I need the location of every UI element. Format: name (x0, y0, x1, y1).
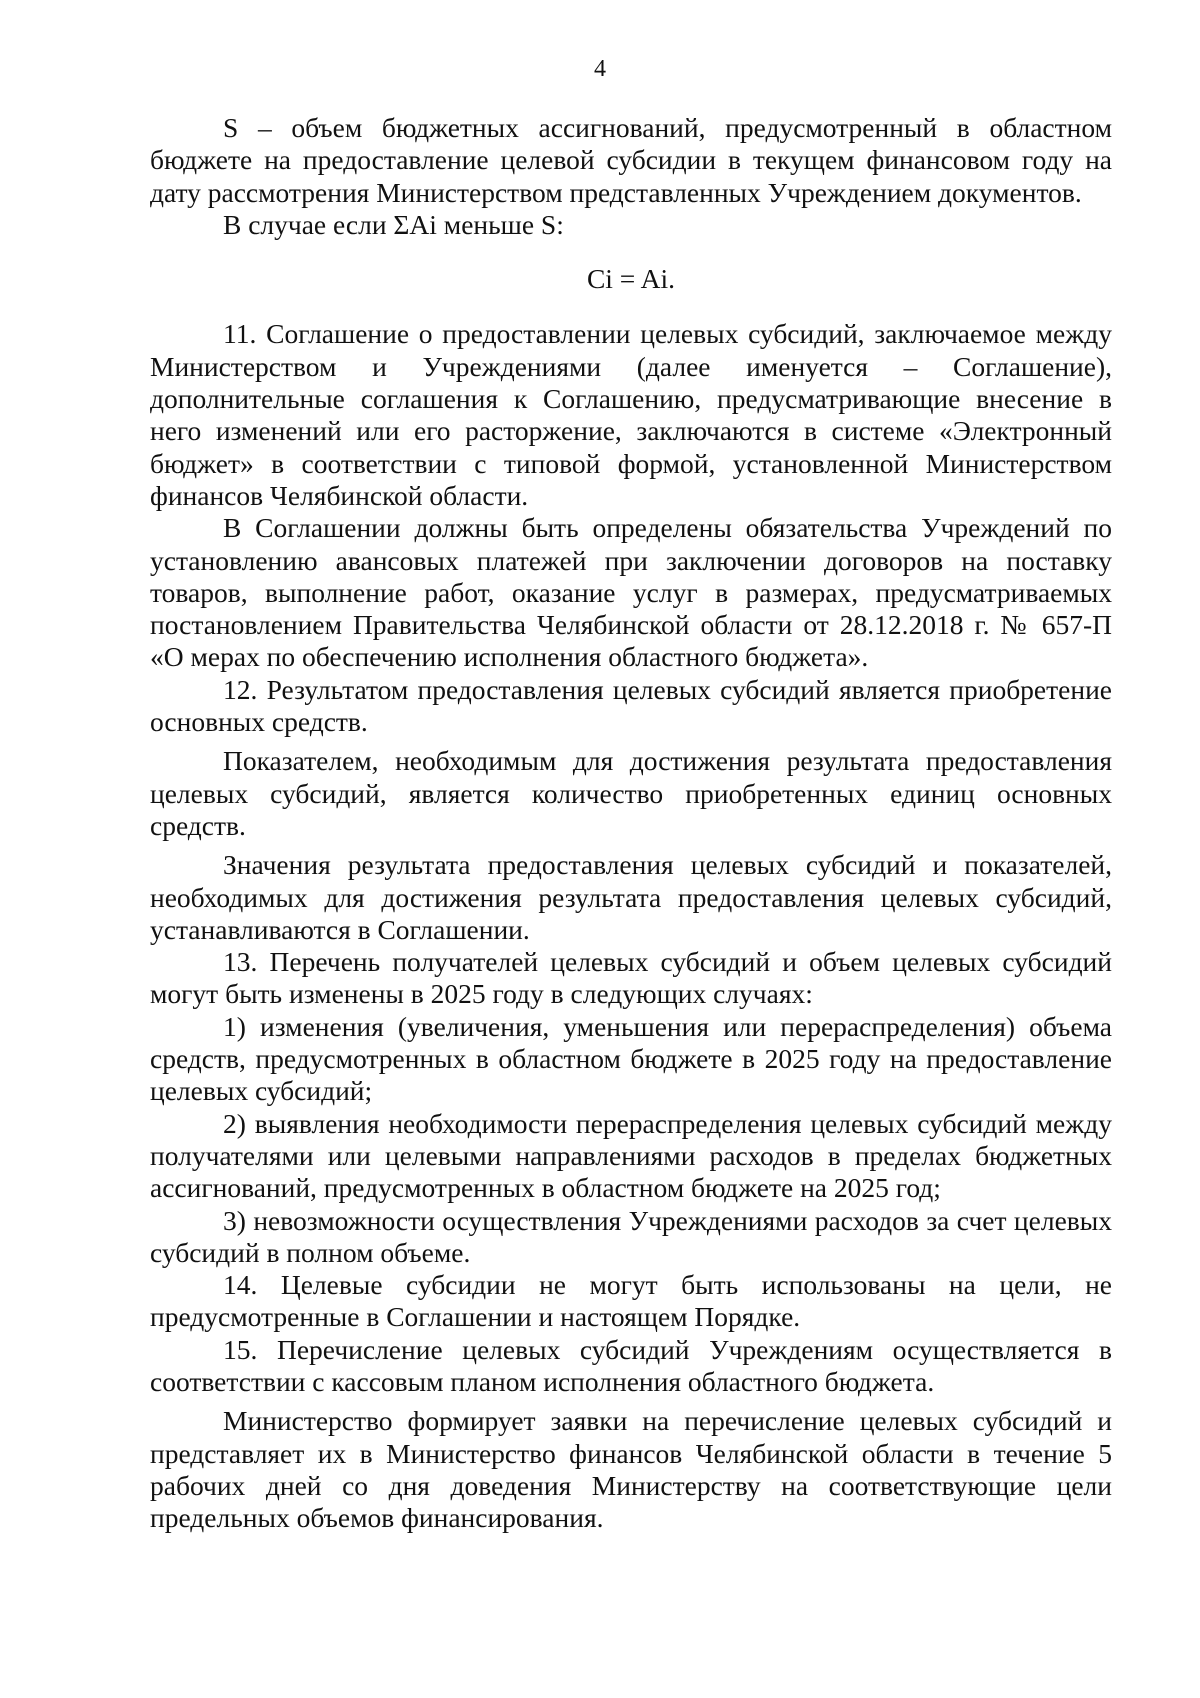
paragraph-agreement-obligations: В Соглашении должны быть определены обязательства Учреждений по установлению авансовых платежей при заключении договоров на поставку товаров, выполнение работ, оказание услуг в размерах, предусматриваемых постановлением Правительства Челябинской области от 28.12.2018 г. № 657-П «О мерах по обеспечению исполнения областного бюджета». (150, 512, 1112, 673)
paragraph-item-13: 13. Перечень получателей целевых субсидий и объем целевых субсидий могут быть изменены в 2025 году в следующих случаях: (150, 946, 1112, 1010)
list-item-1: 1) изменения (увеличения, уменьшения или перераспределения) объема средств, предусмотренных в областном бюджете в 2025 году на предоставление целевых субсидий; (150, 1010, 1112, 1107)
paragraph-ministry-requests: Министерство формирует заявки на перечисление целевых субсидий и представляет их в Министерство финансов Челябинской области в течение 5 рабочих дней со дня доведения Министерству на соответствующие цели предельных объемов финансирования. (150, 1405, 1112, 1534)
paragraph-values: Значения результата предоставления целевых субсидий и показателей, необходимых для достижения результата предоставления целевых субсидий, устанавливаются в Соглашении. (150, 849, 1112, 945)
document-body (150, 112, 1112, 1534)
formula: Ci = Ai. (586, 263, 676, 295)
paragraph-indicator: Показателем, необходимым для достижения результата предоставления целевых субсидий, является количество приобретенных единиц основных средств. (150, 745, 1112, 841)
paragraph-s-definition: S – объем бюджетных ассигнований, предусмотренный в областном бюджете на предоставление целевой субсидии в текущем финансовом году на дату рассмотрения Министерством представленных Учреждением документов. (150, 112, 1112, 208)
paragraph-item-14: 14. Целевые субсидии не могут быть использованы на цели, не предусмотренные в Соглашении и настоящем Порядке. (150, 1269, 1112, 1333)
paragraph-item-11: 11. Соглашение о предоставлении целевых субсидий, заключаемое между Министерством и Учреждениями (далее именуется – Соглашение), дополнительные соглашения к Соглашению, предусматривающие внесение в него изменений или его расторжение, заключаются в системе «Электронный бюджет» в соответствии с типовой формой, установленной Министерством финансов Челябинской области. (150, 318, 1112, 511)
page-number: 4 (594, 56, 606, 82)
list-item-2: 2) выявления необходимости перераспределения целевых субсидий между получателями или целевыми направлениями расходов в пределах бюджетных ассигнований, предусмотренных в областном бюджете на 2025 год; (150, 1107, 1112, 1204)
list-item-3: 3) невозможности осуществления Учреждениями расходов за счет целевых субсидий в полном объеме. (150, 1204, 1112, 1268)
paragraph-item-12: 12. Результатом предоставления целевых субсидий является приобретение основных средств. (150, 673, 1112, 738)
paragraph-item-15: 15. Перечисление целевых субсидий Учреждениям осуществляется в соответствии с кассовым планом исполнения областного бюджета. (150, 1333, 1112, 1397)
paragraph-condition: В случае если ΣAi меньше S: (223, 208, 564, 240)
